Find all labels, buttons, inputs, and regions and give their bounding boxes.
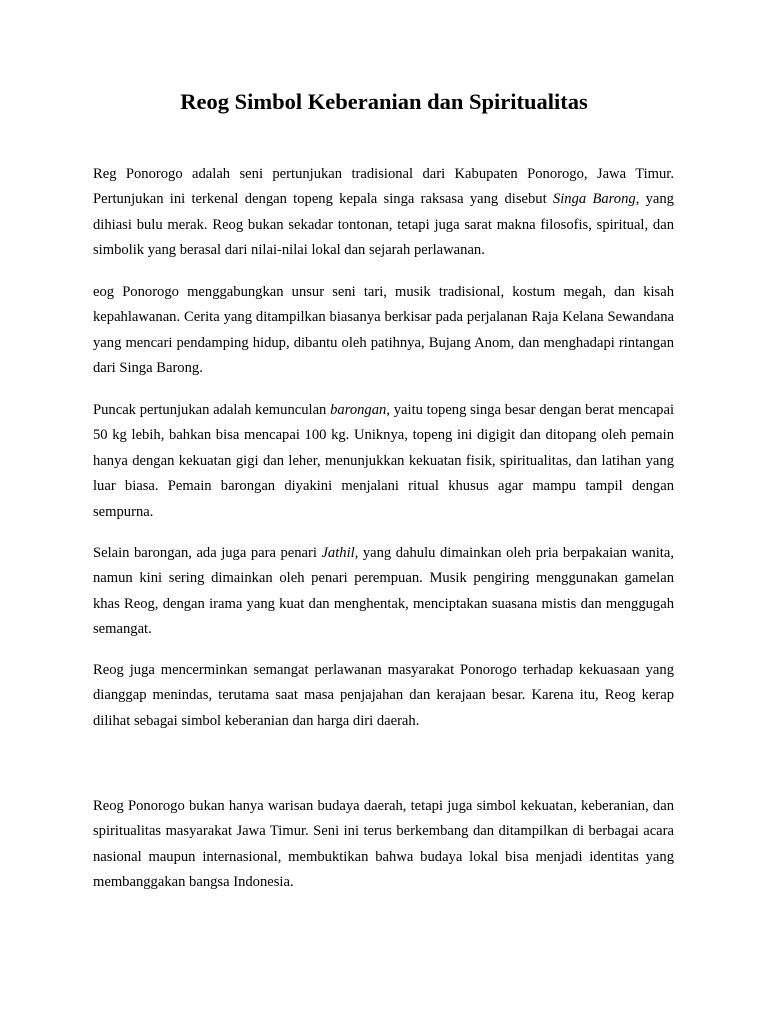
- paragraph-3-text-a: Puncak pertunjukan adalah kemunculan: [93, 402, 331, 418]
- paragraph-2-text: eog Ponorogo menggabungkan unsur seni tari, musik tradisional, kostum megah, dan kisah kepahlawanan. Cerita yang ditampilkan biasanya berkisar pada perjalanan Raja Kelana Sewandana yang mencari pendamping hidup, dibantu oleh patihnya, Bujang Anom, dan menghadapi rintangan dari Singa Barong.: [93, 284, 674, 377]
- paragraph-4-text-b: , yang dahulu dimainkan oleh pria berpakaian wanita, namun kini sering dimainkan oleh penari perempuan. Musik pengiring menggunakan gamelan khas Reog, dengan irama yang kuat dan menghentak, menciptakan suasana mistis dan menggugah semangat.: [93, 545, 674, 638]
- paragraph-3-text-b: , yaitu topeng singa besar dengan berat mencapai 50 kg lebih, bahkan bisa mencapai 100 kg. Uniknya, topeng ini digigit dan ditopang oleh pemain hanya dengan kekuatan gigi dan leher, menunjukkan kekuatan fisik, spiritualitas, dan latihan yang luar biasa. Pemain barongan diyakini menjalani ritual khusus agar mampu tampil dengan sempurna.: [93, 402, 674, 520]
- paragraph-4: [93, 541, 674, 643]
- paragraph-1-text-b: , yang dihiasi bulu merak. Reog bukan sekadar tontonan, tetapi juga sarat makna filosofis, spiritual, dan simbolik yang berasal dari nilai-nilai lokal dan sejarah perlawanan.: [93, 191, 674, 259]
- paragraph-5-text: Reog juga mencerminkan semangat perlawanan masyarakat Ponorogo terhadap kekuasaan yang dianggap menindas, terutama saat masa penjajahan dan kerajaan besar. Karena itu, Reog kerap dilihat sebagai simbol keberanian dan harga diri daerah.: [93, 662, 674, 729]
- paragraph-3-term-barongan: barongan: [330, 402, 387, 418]
- paragraph-1-term-singa-barong: Singa Barong: [552, 191, 636, 208]
- paragraph-4-term-jathil: Jathil: [321, 545, 355, 561]
- paragraph-6-text: Reog Ponorogo bukan hanya warisan budaya daerah, tetapi juga simbol kekuatan, keberanian, dan spiritualitas masyarakat Jawa Timur. Seni ini terus berkembang dan ditampilkan di berbagai acara nasional maupun internasional, membuktikan bahwa budaya lokal bisa menjadi identitas yang membanggakan bangsa Indonesia.: [93, 798, 674, 891]
- paragraph-2: [93, 280, 674, 382]
- paragraph-1-text-a: Reg Ponorogo adalah seni pertunjukan tradisional dari Kabupaten Ponorogo, Jawa Timur. Pertunjukan ini terkenal dengan topeng kepala singa raksasa yang disebut: [93, 166, 674, 208]
- paragraph-1: [93, 162, 674, 264]
- paragraph-5: [93, 658, 674, 734]
- paragraph-4-text-a: Selain barongan, ada juga para penari: [93, 545, 322, 561]
- paragraph-3: [93, 398, 674, 525]
- paragraph-6: [93, 794, 674, 896]
- document-title: Reog Simbol Keberanian dan Spiritualitas: [180, 89, 588, 114]
